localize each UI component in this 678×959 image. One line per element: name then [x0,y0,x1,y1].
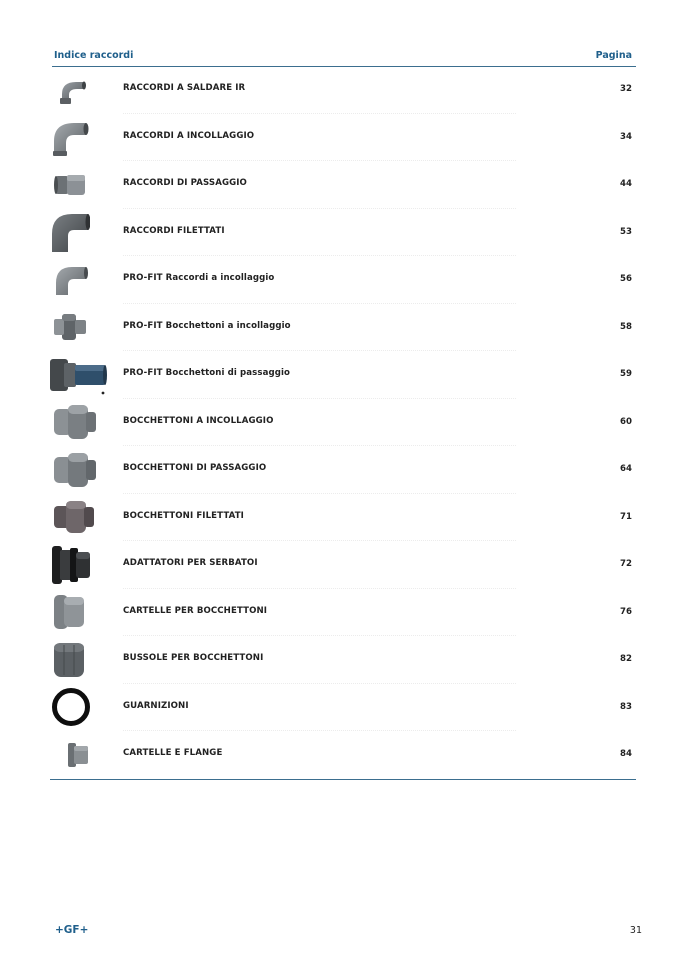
row-label: RACCORDI DI PASSAGGIO [123,178,247,188]
index-row[interactable] [50,256,636,304]
profit-union-icon [50,304,90,351]
stub-flange-icon [50,731,100,778]
row-label: BOCCHETTONI A INCOLLAGGIO [123,415,274,426]
index-header [52,50,636,67]
row-label: ADATTATORI PER SERBATOI [123,558,258,568]
bottom-rule [50,779,636,780]
row-page: 83 [620,701,632,712]
gf-logo: +GF+ [55,924,89,936]
profit-transition-union-icon [48,351,110,398]
threaded-elbow-icon [50,209,90,256]
index-row[interactable] [50,446,636,494]
row-page: 58 [620,321,632,332]
row-label: GUARNIZIONI [123,700,189,711]
union-nut-icon [50,636,96,683]
index-row[interactable] [50,209,636,257]
row-label: PRO-FIT Bocchettoni di passaggio [123,368,291,378]
page-column-header: Pagina [595,50,632,61]
row-label: BOCCHETTONI DI PASSAGGIO [123,463,267,473]
row-page: 64 [620,464,632,474]
row-page: 71 [620,511,632,522]
row-label: PRO-FIT Bocchettoni a incollaggio [123,320,291,331]
union-end-icon [50,589,96,636]
index-row[interactable] [50,161,636,209]
index-title: Indice raccordi [54,50,134,61]
row-page: 59 [620,369,632,379]
glue-union-icon [50,399,100,446]
row-page: 60 [620,416,632,427]
row-page: 72 [620,559,632,569]
row-page: 44 [620,179,632,189]
index-row[interactable] [50,494,636,542]
index-row[interactable] [50,589,636,637]
row-page: 32 [620,84,632,94]
index-row[interactable] [50,731,636,779]
page-number: 31 [629,925,642,936]
row-page: 82 [620,654,632,664]
index-row[interactable] [50,399,636,447]
row-page: 34 [620,131,632,142]
index-row[interactable] [50,636,636,684]
index-row[interactable] [50,66,636,114]
row-page: 53 [620,226,632,237]
row-label: BOCCHETTONI FILETTATI [123,510,244,521]
threaded-union-icon [50,494,100,541]
index-row[interactable] [50,304,636,352]
row-label: RACCORDI A SALDARE IR [123,83,246,93]
profit-elbow-icon [50,256,90,303]
weld-elbow-icon [50,66,90,113]
index-row[interactable] [50,114,636,162]
tank-adapter-icon [50,541,100,588]
row-label: CARTELLE PER BOCCHETTONI [123,605,268,616]
row-label: RACCORDI A INCOLLAGGIO [123,130,255,141]
row-label: RACCORDI FILETTATI [123,225,225,236]
row-label: BUSSOLE PER BOCCHETTONI [123,653,264,663]
index-row[interactable] [50,351,636,399]
row-page: 84 [620,749,632,759]
row-page: 56 [620,274,632,284]
index-row[interactable] [50,684,636,732]
row-label: PRO-FIT Raccordi a incollaggio [123,273,275,283]
index-row[interactable] [50,541,636,589]
transition-union-icon [50,446,100,493]
index-table [50,66,636,779]
o-ring-icon [50,684,92,731]
row-label: CARTELLE E FLANGE [123,748,223,758]
transition-fitting-icon [50,161,90,208]
glue-elbow-icon [50,114,90,161]
row-page: 76 [620,606,632,617]
